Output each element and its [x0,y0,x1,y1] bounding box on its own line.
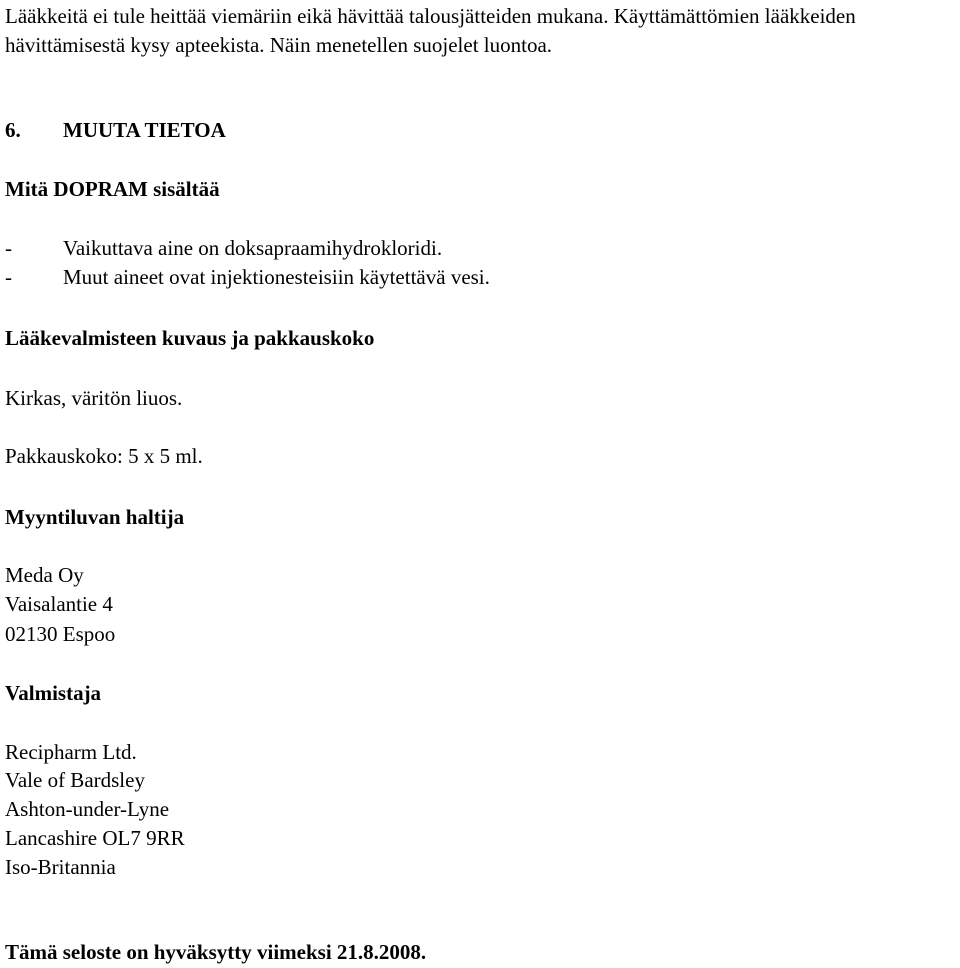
manufacturer-heading: Valmistaja [5,681,102,705]
holder-name: Meda Oy [5,563,84,587]
section-6-heading [5,118,226,142]
holder-city: 02130 Espoo [5,622,116,646]
approval-date-text: Tämä seloste on hyväksytty viimeksi 21.8.2008. [5,940,427,964]
intro-line-1: Lääkkeitä ei tule heittää viemäriin eikä hävittää talousjätteiden mukana. Käyttämättömien lääkkeiden [5,4,856,28]
contents-heading: Mitä DOPRAM sisältää [5,177,220,201]
bullet-dash: - [5,236,12,260]
intro-line-2: hävittämisestä kysy apteekista. Näin menetellen suojelet luontoa. [5,33,553,57]
manufacturer-name: Recipharm Ltd. [5,740,137,764]
bullet-dash: - [5,265,12,289]
holder-street: Vaisalantie 4 [5,592,113,616]
manufacturer-line-2: Vale of Bardsley [5,768,145,792]
manufacturer-line-3: Ashton-under-Lyne [5,797,170,821]
list-item [5,236,442,260]
manufacturer-line-4: Lancashire OL7 9RR [5,826,185,850]
appearance-text: Kirkas, väritön liuos. [5,386,183,410]
pack-size-text: Pakkauskoko: 5 x 5 ml. [5,444,203,468]
list-item-text: Vaikuttava aine on doksapraamihydrokloridi. [63,236,443,260]
manufacturer-country: Iso-Britannia [5,855,116,879]
holder-heading: Myyntiluvan haltija [5,505,185,529]
description-heading: Lääkevalmisteen kuvaus ja pakkauskoko [5,326,375,350]
list-item [5,265,490,289]
section-number: 6. [5,118,21,142]
list-item-text: Muut aineet ovat injektionesteisiin käytettävä vesi. [63,265,490,289]
section-title: MUUTA TIETOA [63,118,226,142]
